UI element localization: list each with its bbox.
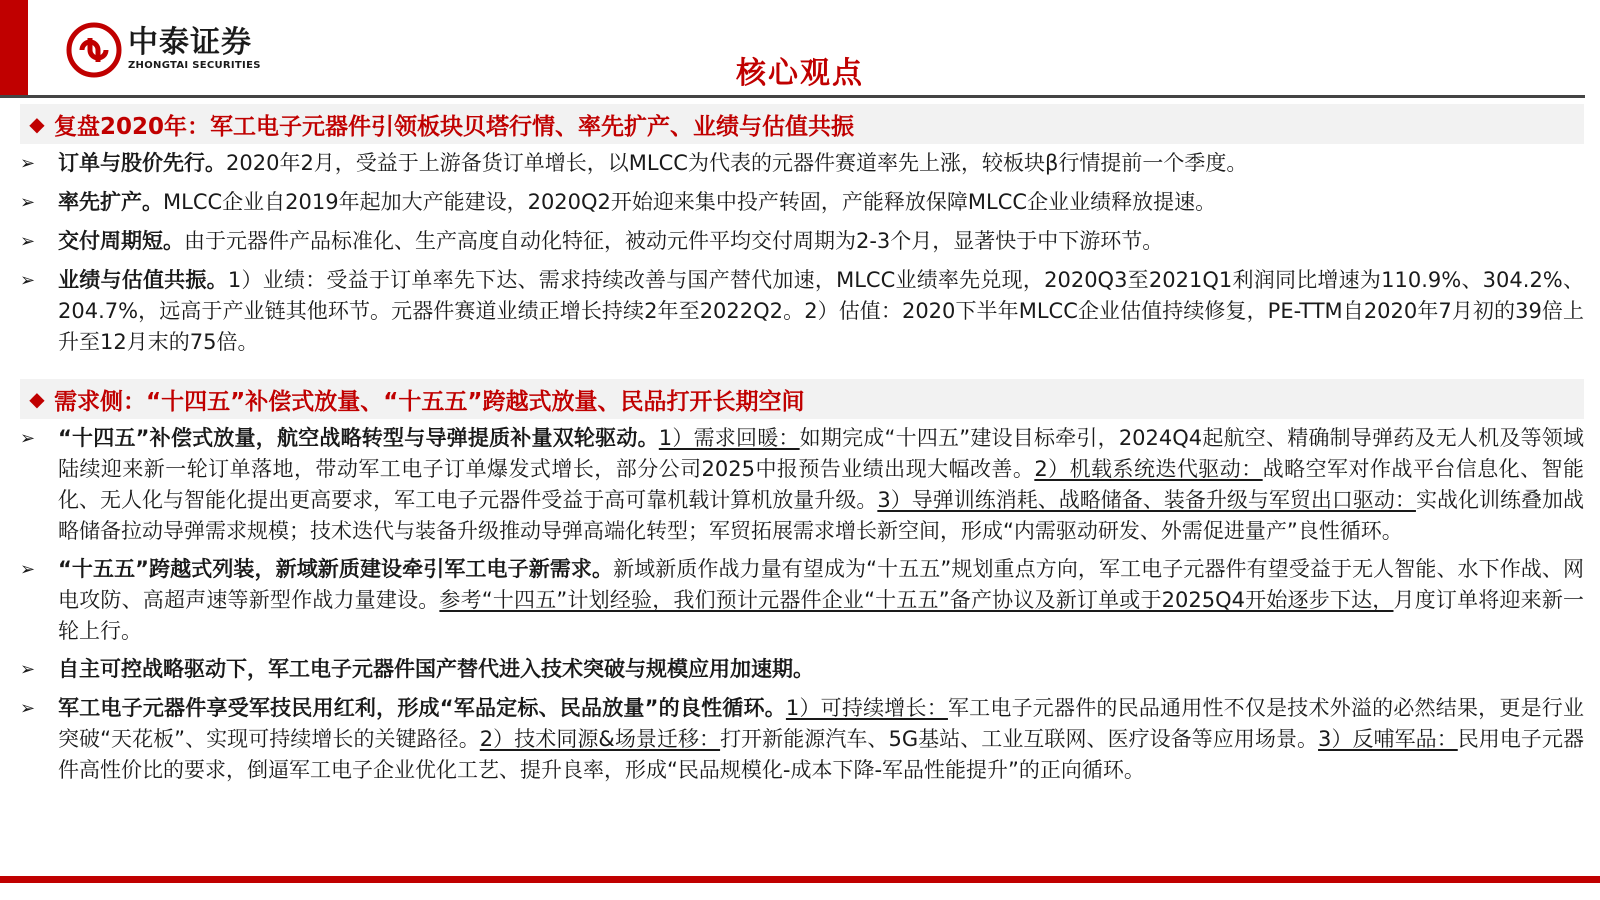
header-divider [0, 95, 1585, 98]
section-title: 复盘2020年：军工电子元器件引领板块贝塔行情、率先扩产、业绩与估值共振 [54, 113, 855, 140]
item-body: 1）业绩：受益于订单率先下达、需求持续改善与国产替代加速，MLCC业绩率先兑现，2020Q3至2021Q1利润同比增速为110.9%、304.2%、204.7%，远高于产业链其他环节。元器件赛道业绩正增长持续2年至2022Q2。2）估值：2020下半年MLCC企业估值持续修复，PE-TTM自2020年7月初的39倍上升至12月末的75倍。 [58, 268, 1584, 354]
item-body: 由于元器件产品标准化、生产高度自动化特征，被动元件平均交付周期为2-3个月，显著快于中下游环节。 [184, 229, 1164, 253]
section-title: 需求侧：“十四五”补偿式放量、“十五五”跨越式放量、民品打开长期空间 [54, 388, 805, 415]
list-item [20, 693, 1584, 786]
list-item [20, 423, 1584, 547]
logo-name-en: ZHONGTAI SECURITIES [128, 60, 261, 71]
footer-bar [0, 876, 1600, 883]
item-body: 2020年2月，受益于上游备货订单增长，以MLCC为代表的元器件赛道率先上涨，较板块β行情提前一个季度。 [226, 151, 1248, 175]
logo-name-cn: 中泰证券 [128, 25, 252, 60]
item-subheading: 3）导弹训练消耗、战略储备、装备升级与军贸出口驱动： [877, 488, 1416, 512]
item-body: 如期完成“十四五”建设目标牵引，2024Q4起航空、精确制导弹药及无人机及等领域陆续迎来新一轮订单落地，带动军工电子订单爆发式增长，部分公司2025中报预告业绩出现大幅改善。 [58, 426, 1584, 481]
item-text [58, 693, 1584, 786]
company-logo [66, 22, 261, 78]
item-heading: 军工电子元器件享受军技民用红利，形成“军品定标、民品放量”的良性循环。 [58, 696, 786, 720]
logo-mark-icon [66, 22, 122, 78]
item-heading: 交付周期短。 [58, 229, 184, 253]
item-text [58, 265, 1584, 358]
list-item [20, 187, 1584, 219]
item-subheading: 2）技术同源&场景迁移： [479, 727, 721, 751]
section-heading [20, 379, 1584, 419]
diamond-icon: ◆ [29, 112, 45, 136]
item-body: 民用电子元器件高性价比的要求，倒逼军工电子企业优化工艺、提升良率，形成“民品规模化-成本下降-军品性能提升”的正向循环。 [58, 727, 1584, 782]
list-item [20, 265, 1584, 358]
arrow-right-icon: ➢ [20, 153, 36, 174]
section-heading [20, 104, 1584, 144]
item-heading: 订单与股价先行。 [58, 151, 226, 175]
list-item [20, 554, 1584, 647]
arrow-right-icon: ➢ [20, 698, 36, 719]
item-body: 战略空军对作战平台信息化、智能化、无人化与智能化提出更高要求，军工电子元器件受益于高可靠机载计算机放量升级。 [58, 457, 1584, 512]
item-heading: 率先扩产。 [58, 190, 163, 214]
item-text [58, 654, 814, 685]
item-body: 新域新质作战力量有望成为“十五五”规划重点方向，军工电子元器件有望受益于无人智能、水下作战、网电攻防、高超声速等新型作战力量建设。 [58, 557, 1584, 612]
arrow-right-icon: ➢ [20, 559, 36, 580]
arrow-right-icon: ➢ [20, 270, 36, 291]
arrow-right-icon: ➢ [20, 192, 36, 213]
item-text [58, 148, 1247, 179]
item-heading: 业绩与估值共振。 [58, 268, 228, 292]
item-subheading: 1）需求回暖： [658, 426, 800, 450]
list-item [20, 654, 1584, 686]
item-text [58, 554, 1584, 647]
item-body: 打开新能源汽车、5G基站、工业互联网、医疗设备等应用场景。 [720, 727, 1319, 751]
arrow-right-icon: ➢ [20, 659, 36, 680]
item-subheading: 1）可持续增长： [785, 696, 948, 720]
item-body: MLCC企业自2019年起加大产能建设，2020Q2开始迎来集中投产转固，产能释放保障MLCC企业业绩释放提速。 [163, 190, 1217, 214]
arrow-right-icon: ➢ [20, 231, 36, 252]
list-item [20, 226, 1584, 258]
list-item [20, 148, 1584, 180]
page-title: 核心观点 [736, 56, 864, 91]
item-body: 军工电子元器件的民品通用性不仅是技术外溢的必然结果，更是行业突破“天花板”、实现可持续增长的关键路径。 [58, 696, 1584, 751]
item-subheading: 参考“十四五”计划经验，我们预计元器件企业“十五五”备产协议及新订单或于2025Q4开始逐步下达， [439, 588, 1394, 612]
item-heading: 自主可控战略驱动下，军工电子元器件国产替代进入技术突破与规模应用加速期。 [58, 657, 814, 681]
item-body: 实战化训练叠加战略储备拉动导弹需求规模；技术迭代与装备升级推动导弹高端化转型；军贸拓展需求增长新空间，形成“内需驱动研发、外需促进量产”良性循环。 [58, 488, 1584, 543]
item-body: 月度订单将迎来新一轮上行。 [58, 588, 1585, 643]
item-text [58, 187, 1216, 218]
item-heading: “十五五”跨越式列装，新域新质建设牵引军工电子新需求。 [58, 557, 614, 581]
content [20, 104, 1584, 793]
diamond-icon: ◆ [29, 387, 45, 411]
item-text [58, 423, 1584, 547]
item-subheading: 2）机载系统迭代驱动： [1034, 457, 1263, 481]
item-heading: “十四五”补偿式放量，航空战略转型与导弹提质补量双轮驱动。 [58, 426, 659, 450]
item-text [58, 226, 1163, 257]
item-subheading: 3）反哺军品： [1318, 727, 1458, 751]
arrow-right-icon: ➢ [20, 428, 36, 449]
accent-bar [0, 0, 28, 95]
